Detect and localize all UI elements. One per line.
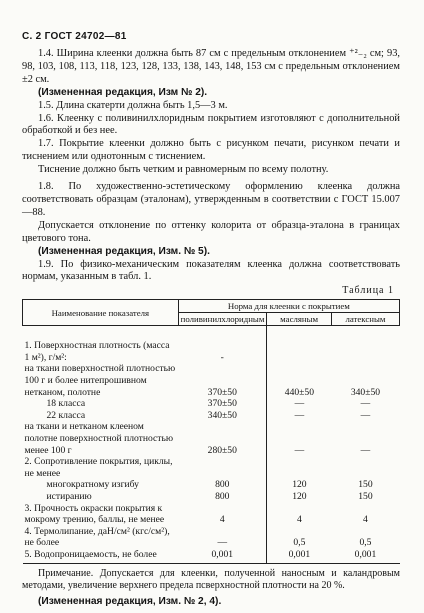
row-name: на ткани и нетканом клееном полотне поверхностной плотностью менее 100 г bbox=[24, 421, 174, 456]
cell-pvc: 280±50 bbox=[178, 421, 267, 456]
edition-note-2: (Измененная редакция, Изм. № 5). bbox=[38, 245, 210, 257]
cell-oil: 0,001 bbox=[267, 549, 332, 563]
row-name: 3. Прочность окраски покрытия к мокрому трению, баллы, не менее bbox=[24, 502, 165, 526]
row-name: 5. Водопроницаемость, не более bbox=[23, 549, 179, 563]
table-row bbox=[23, 326, 400, 364]
table-note: Примечание. Допускается для клеенки, полученной наносным и каландровым методами, увеличение верхнего предела псверхностной плотности на 20 %. bbox=[22, 567, 400, 591]
paragraph-1-7: 1.7. Покрытие клеенки должно быть с рисунком печати, рисунком печати и тиснением или однотонным с тиснением. bbox=[22, 138, 400, 163]
row-name: 18 класса bbox=[46, 398, 86, 410]
row-name: на ткани поверхностной плотностью 100 г и более нитепрошивном нетканом, полотне bbox=[24, 363, 176, 398]
cell-oil: — bbox=[294, 409, 305, 421]
cell-oil: 120 bbox=[292, 479, 307, 491]
cell-latex: 150 bbox=[358, 490, 373, 502]
paragraph-1-9: 1.9. По физико-механическим показателям клеенка должна соответствовать нормам, указанным в табл. 1. bbox=[22, 258, 400, 283]
row-name: 1. Поверхностная плотность (масса 1 м²), г/м²: bbox=[24, 340, 170, 363]
paragraph-1-6: 1.6. Клеенку с поливинилхлоридным покрытием изготовляют с дополнительной обработкой и без нее. bbox=[22, 112, 400, 137]
paragraph-1-4: 1.4. Ширина клеенки должна быть 87 см с предельным отклонением ⁺²₋₂ см; 93, 98, 103, 108, 113, 118, 123, 128, 133, 138, 143, 148, 153 см с предельным отклонением ±2 см. bbox=[22, 48, 400, 85]
cell-pvc: 370±50 bbox=[178, 398, 267, 410]
cell-pvc: - bbox=[178, 326, 267, 364]
header-latex: латексным bbox=[331, 313, 399, 326]
norms-table bbox=[22, 299, 400, 563]
cell-latex: — bbox=[360, 398, 371, 410]
table-row bbox=[23, 410, 400, 422]
header-oil: масляным bbox=[267, 313, 332, 326]
table-row bbox=[23, 456, 400, 479]
cell-pvc: 800 bbox=[178, 491, 267, 503]
page-header: С. 2 ГОСТ 24702—81 bbox=[22, 31, 127, 42]
table-row bbox=[23, 398, 400, 410]
paragraph-1-5: 1.5. Длина скатерти должна быть 1,5—3 м. bbox=[38, 99, 228, 111]
table-row bbox=[23, 479, 400, 491]
cell-pvc: — bbox=[178, 526, 267, 549]
cell-latex: 340±50 bbox=[350, 386, 381, 398]
cell-pvc: 370±50 bbox=[178, 363, 267, 398]
row-name: 2. Сопротивление покрытия, циклы, не менее bbox=[24, 456, 173, 479]
cell-pvc: 4 bbox=[178, 503, 267, 526]
edition-note-3: (Измененная редакция, Изм. № 2, 4). bbox=[38, 596, 222, 608]
cell-oil: 0,5 bbox=[293, 537, 306, 549]
edition-note-1: (Измененная редакция, Изм № 2). bbox=[38, 86, 208, 98]
table-caption: Таблица 1 bbox=[342, 285, 394, 297]
table-row bbox=[23, 421, 400, 456]
header-indicator-name: Наименование показателя bbox=[23, 300, 179, 326]
cell-oil: 4 bbox=[297, 514, 302, 526]
row-name: 22 класса bbox=[46, 409, 86, 421]
table-row bbox=[23, 491, 400, 503]
row-name: многократному изгибу bbox=[46, 479, 139, 491]
table-row bbox=[23, 526, 400, 549]
cell-oil: — bbox=[294, 398, 305, 410]
paragraph-1-7-embossing: Тиснение должно быть четким и равномерным по всему полотну. bbox=[38, 164, 329, 176]
cell-latex: 4 bbox=[363, 514, 368, 526]
header-pvc: поливинилхлоридным bbox=[178, 313, 267, 326]
cell-latex: 150 bbox=[358, 479, 373, 491]
cell-pvc: 800 bbox=[178, 479, 267, 491]
cell-latex: — bbox=[360, 444, 371, 456]
paragraph-1-8-tolerance: Допускается отклонение по оттенку колорита от образца-эталона в границах цветового тона. bbox=[22, 219, 400, 244]
cell-oil: 440±50 bbox=[284, 386, 315, 398]
table-row bbox=[23, 363, 400, 398]
cell-pvc: 0,001 bbox=[178, 549, 267, 563]
paragraph-1-8: 1.8. По художественно-эстетическому оформлению клеенка должна соответствовать образцам (эталонам), утвержденным в соответствии с ГОСТ 15.007—88. bbox=[22, 181, 400, 218]
table-row bbox=[23, 503, 400, 526]
cell-oil: — bbox=[294, 444, 305, 456]
cell-latex: — bbox=[360, 409, 371, 421]
table-row bbox=[23, 549, 400, 563]
cell-pvc: 340±50 bbox=[178, 410, 267, 422]
document-body bbox=[22, 48, 400, 609]
cell-oil: 120 bbox=[292, 490, 307, 502]
cell-latex: 0,001 bbox=[331, 549, 399, 563]
header-norm-group: Норма для клеенки с покрытием bbox=[178, 300, 399, 313]
row-name: 4. Термолипание, даН/см² (кгс/см²), не более bbox=[24, 525, 170, 549]
cell-latex: 0,5 bbox=[359, 537, 372, 549]
row-name: истиранию bbox=[46, 490, 92, 502]
